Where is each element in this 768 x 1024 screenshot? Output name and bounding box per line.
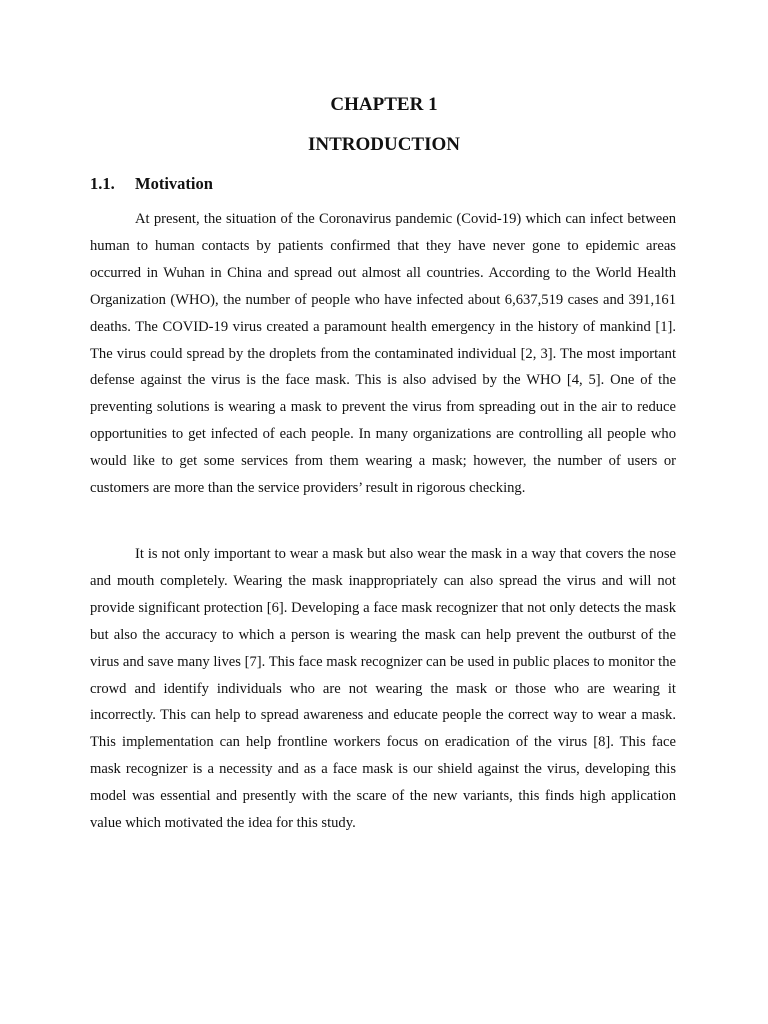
section-number: 1.1. [90, 174, 115, 193]
chapter-label: CHAPTER 1 [330, 94, 438, 115]
chapter-title: INTRODUCTION [307, 134, 461, 155]
section-title: Motivation [135, 174, 213, 193]
paragraph-1: At present, the situation of the Coronavirus pandemic (Covid-19) which can infect between human to human contacts by patients confirmed that they have never gone to epidemic areas occurred in Wuhan in China and spread out almost all countries. According to the World Health Organization (WHO), the number of people who have infected about 6,637,519 cases and 391,161 deaths. The COVID-19 virus created a paramount health emergency in the history of mankind [1]. The virus could spread by the droplets from the contaminated individual [2, 3]. The most important defense against the virus is the face mask. This is also advised by the WHO [4, 5]. One of the preventing solutions is wearing a mask to prevent the virus from spreading out in the air to reduce opportunities to get infected of each people. In many organizations are controlling all people who would like to get some services from them wearing a mask; however, the number of users or customers are more than the service providers’ result in rigorous checking. [90, 211, 676, 497]
paragraph-2: It is not only important to wear a mask but also wear the mask in a way that covers the nose and mouth completely. Wearing the mask inappropriately can also spread the virus and will not provide significant protection [6]. Developing a face mask recognizer that not only detects the mask but also the accuracy to which a person is wearing the mask can help prevent the outburst of the virus and save many lives [7]. This face mask recognizer can be used in public places to monitor the crowd and identify individuals who are not wearing the mask or those who are wearing it incorrectly. This can help to spread awareness and educate people the correct way to wear a mask. This implementation can help frontline workers focus on eradication of the virus [8]. This face mask recognizer is a necessity and as a face mask is our shield against the virus, developing this model was essential and presently with the scare of the new variants, this finds high application value which motivated the idea for this study. [90, 546, 676, 832]
section-heading [90, 173, 213, 195]
